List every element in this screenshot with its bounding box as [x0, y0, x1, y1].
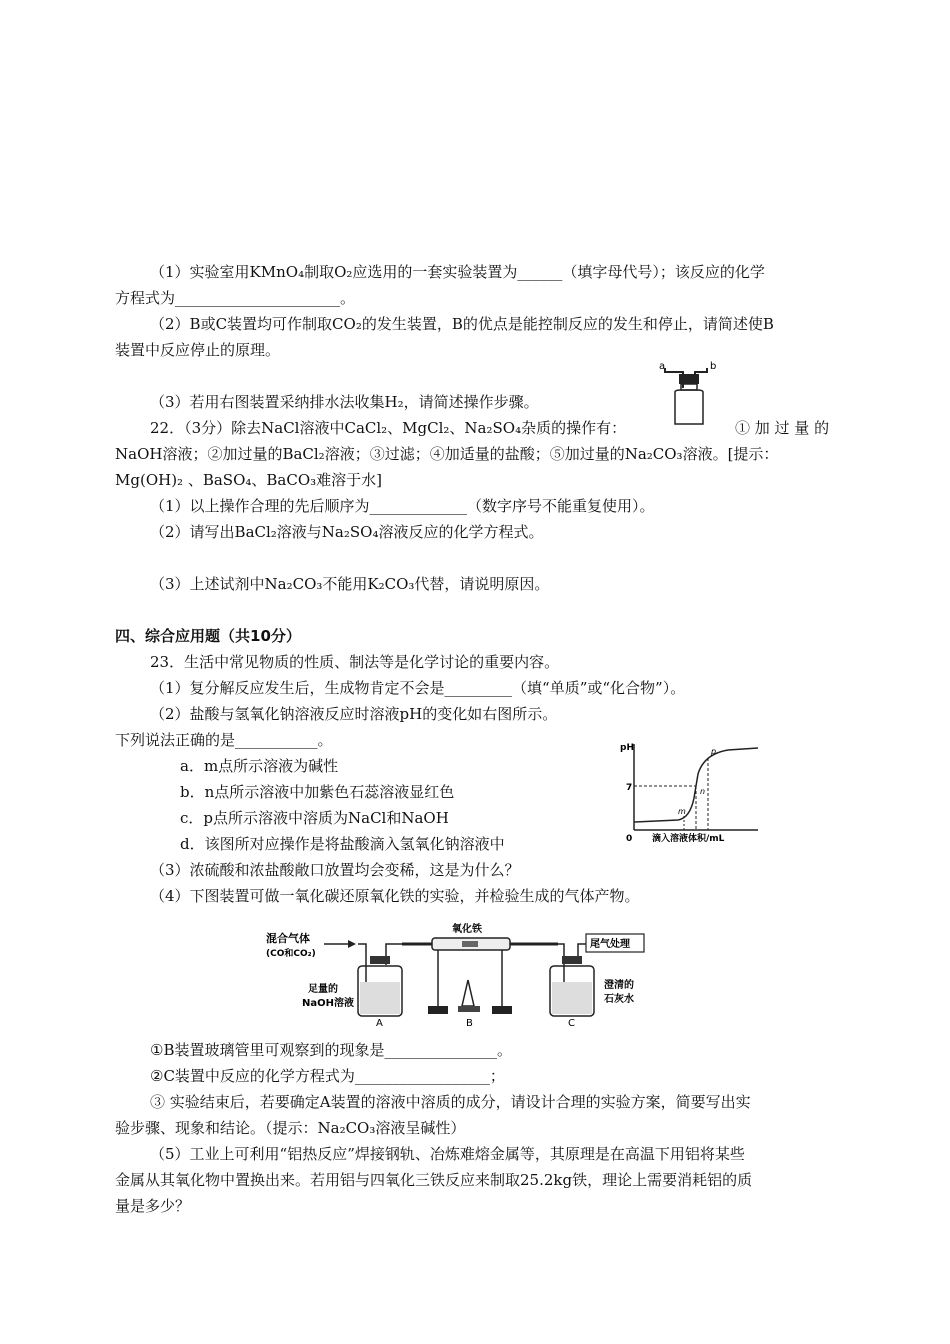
q23-part2: （2）盐酸与氢氧化钠溶液反应时溶液pH的变化如右图所示。	[150, 705, 558, 723]
q22-line1-right: ① 加 过 量 的	[735, 419, 830, 437]
ph-point-p: p	[711, 747, 717, 756]
section4-title: 四、综合应用题（共10分）	[115, 627, 301, 645]
q23-step3-line1: ③ 实验结束后，若要确定A装置的溶液中溶质的成分，请设计合理的实验方案，简要写出实	[150, 1093, 751, 1111]
q23-intro: 23．生活中常见物质的性质、制法等是化学讨论的重要内容。	[150, 653, 560, 671]
q23-option-c: c．p点所示溶液中溶质为NaCl和NaOH	[180, 809, 449, 827]
co-reduction-apparatus	[262, 920, 657, 1030]
naoh-label-2: NaOH溶液	[302, 998, 354, 1009]
iron-oxide-label: 氧化铁	[452, 924, 482, 935]
ph-curve-figure	[618, 738, 768, 846]
ph-point-n: n	[700, 787, 706, 796]
gas-bottle-figure	[655, 358, 725, 428]
ph-curve	[634, 748, 758, 822]
mixed-gas-composition: (CO和CO₂)	[266, 949, 316, 959]
q23-part1: （1）复分解反应发生后，生成物肯定不会是_________（填“单质”或“化合物”）。	[150, 679, 686, 697]
q23-part4: （4）下图装置可做一氧化碳还原氧化铁的实验，并检验生成的气体产物。	[150, 887, 640, 905]
q23-part3: （3）浓硫酸和浓盐酸敞口放置均会变稀，这是为什么？	[150, 861, 520, 879]
mixed-gas-label: 混合气体	[266, 932, 310, 945]
tail-gas-label: 尾气处理	[590, 939, 630, 950]
q23-option-b: b．n点所示溶液中加紫色石蕊溶液显红色	[180, 783, 455, 801]
ph-point-m: m	[678, 807, 686, 816]
limewater-label-2: 石灰水	[604, 994, 634, 1005]
q22-part3: （3）上述试剂中Na₂CO₃不能用K₂CO₃代替，请说明原因。	[150, 575, 550, 593]
q21-part3: （3）若用右图装置采纳排水法收集H₂，请简述操作步骤。	[150, 393, 539, 411]
q22-line2: NaOH溶液；②加过量的BaCl₂溶液；③过滤；④加适量的盐酸；⑤加过量的Na₂CO₃溶液。[提示：	[115, 445, 779, 463]
q23-option-a: a．m点所示溶液为碱性	[180, 757, 339, 775]
ph-tick-7: 7	[626, 783, 633, 793]
naoh-label-1: 足量的	[308, 984, 338, 995]
bottle-label-a: a	[659, 361, 666, 372]
q23-step2: ②C装置中反应的化学方程式为__________________；	[150, 1067, 505, 1085]
bottle-label-b: b	[710, 361, 717, 372]
q23-option-d: d．该图所对应操作是将盐酸滴入氢氧化钠溶液中	[180, 835, 505, 853]
ph-x-axis-label: 滴入溶液体积/mL	[652, 834, 725, 844]
ph-y-axis-label: pH	[620, 743, 634, 753]
q22-part2: （2）请写出BaCl₂溶液与Na₂SO₄溶液反应的化学方程式。	[150, 523, 544, 541]
label-C: C	[568, 1018, 575, 1029]
q22-line3: Mg(OH)₂ 、BaSO₄、BaCO₃难溶于水]	[115, 471, 382, 489]
q23-part5-line1: （5）工业上可利用“铝热反应”焊接钢轨、冶炼难熔金属等，其原理是在高温下用铝将某些	[150, 1145, 745, 1163]
label-A: A	[376, 1018, 383, 1029]
q22-part1: （1）以上操作合理的先后顺序为_____________（数字序号不能重复使用）。	[150, 497, 655, 515]
limewater-label-1: 澄清的	[604, 980, 634, 991]
q23-step1: ①B装置玻璃管里可观察到的现象是_______________。	[150, 1041, 512, 1059]
ph-origin: 0	[626, 834, 633, 844]
q21-part2-line1: （2）B或C装置均可作制取CO₂的发生装置，B的优点是能控制反应的发生和停止，请简述使B	[150, 315, 774, 333]
q22-line1-left: 22．（3分）除去NaCl溶液中CaCl₂、MgCl₂、Na₂SO₄杂质的操作有：	[150, 419, 627, 437]
q23-part5-line3: 量是多少？	[115, 1197, 191, 1215]
q21-part1-line2: 方程式为______________________。	[115, 289, 356, 307]
q21-part2-line2: 装置中反应停止的原理。	[115, 341, 281, 359]
q23-part2-question: 下列说法正确的是___________。	[115, 731, 333, 749]
q21-part1-line1: （1）实验室用KMnO₄制取O₂应选用的一套实验装置为______（填字母代号）；该反应的化学	[150, 263, 765, 281]
q23-part5-line2: 金属从其氧化物中置换出来。若用铝与四氧化三铁反应来制取25.2kg铁，理论上需要消耗铝的质	[115, 1171, 753, 1189]
q23-step3-line2: 验步骤、现象和结论。（提示：Na₂CO₃溶液呈碱性）	[115, 1119, 466, 1137]
label-B: B	[466, 1018, 473, 1029]
